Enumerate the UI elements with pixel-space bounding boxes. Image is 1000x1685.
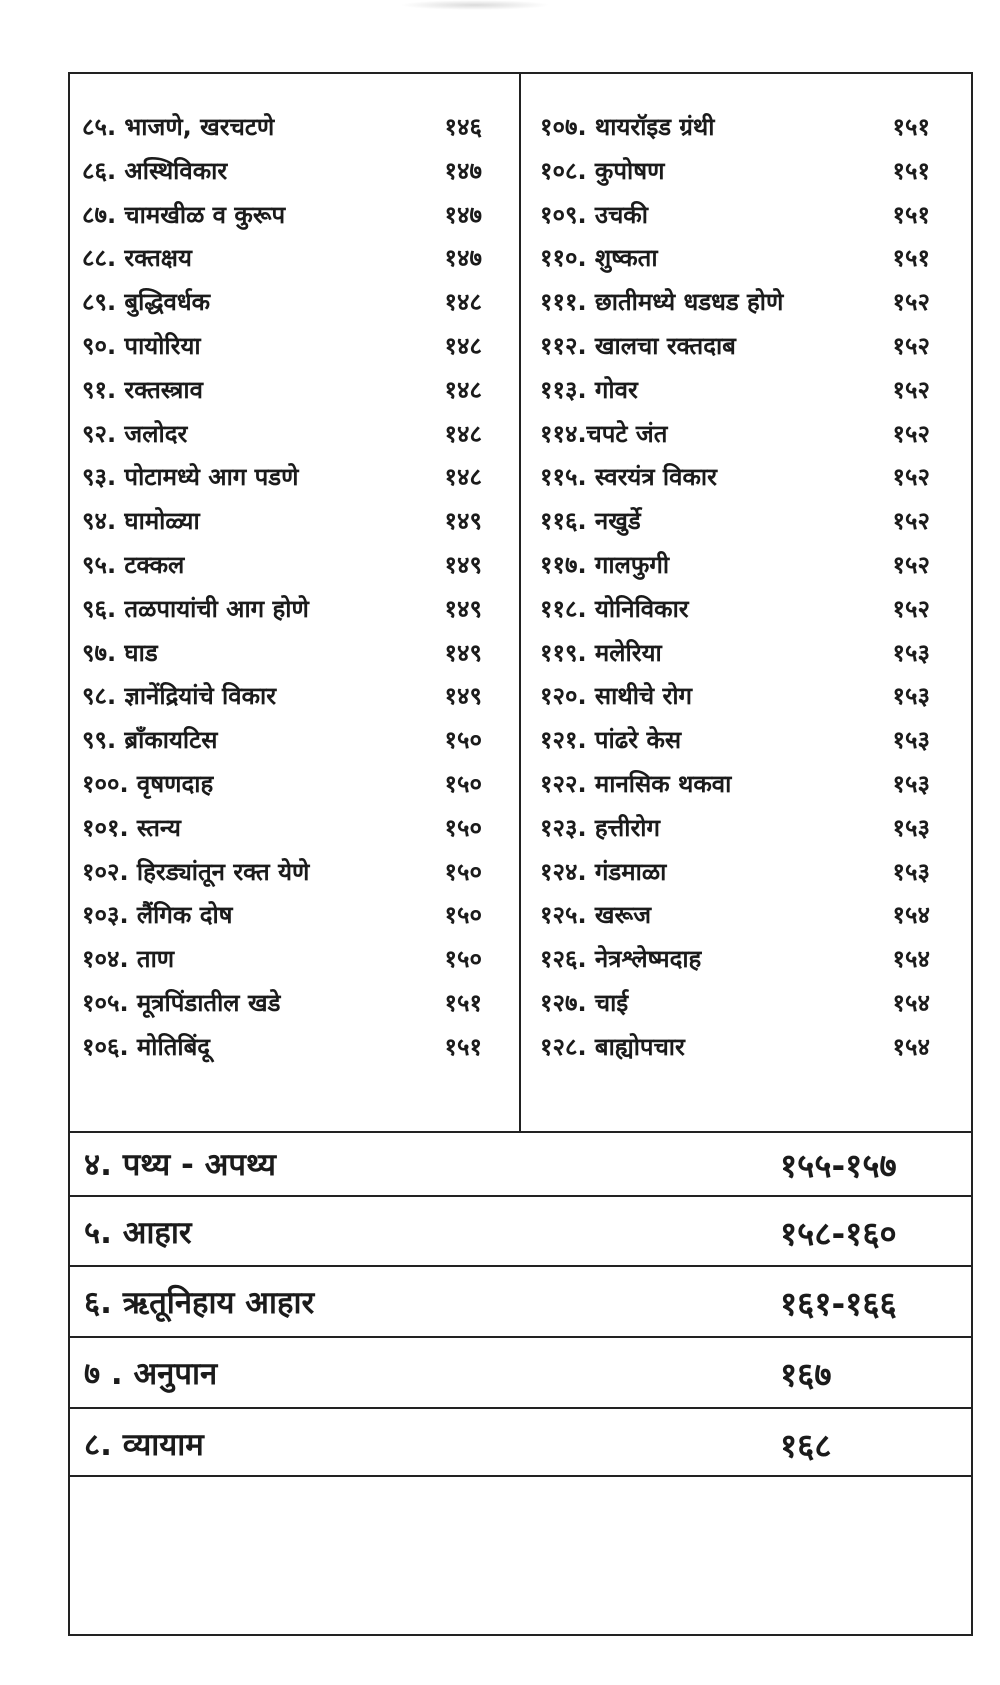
toc-entry-page: १५० xyxy=(444,945,482,974)
toc-entry xyxy=(82,894,482,938)
toc-entry-page: १४९ xyxy=(444,638,482,667)
toc-section-title: ५. आहार xyxy=(84,1215,192,1251)
toc-entry-title: १०९. उचकी xyxy=(540,200,648,229)
toc-entry-page: १४८ xyxy=(444,463,482,492)
toc-entry-title: १०५. मूत्रपिंडातील खडे xyxy=(82,988,281,1017)
toc-entry-title: १०२. हिरड्यांतून रक्त येणे xyxy=(82,857,310,886)
toc-entry-title: १०७. थायरॉइड ग्रंथी xyxy=(540,113,715,141)
toc-entry-title: १०३. लैंगिक दोष xyxy=(82,901,233,930)
toc-entry-title: ११९. मलेरिया xyxy=(540,638,662,667)
toc-entry-title: ९२. जलोदर xyxy=(82,419,188,448)
toc-entry-title: १२१. पांढरे केस xyxy=(540,726,682,755)
toc-entry-title: १०४. ताण xyxy=(82,945,175,974)
toc-entry xyxy=(82,456,482,500)
toc-entry xyxy=(82,150,482,194)
toc-entry xyxy=(82,325,482,369)
toc-entry xyxy=(540,413,930,457)
toc-entry xyxy=(82,281,482,325)
toc-entry xyxy=(82,807,482,851)
toc-entry xyxy=(540,500,930,544)
toc-entry xyxy=(540,237,930,281)
toc-entry-page: १५३ xyxy=(892,813,930,842)
toc-entry-page: १५२ xyxy=(892,288,930,317)
toc-entry-title: ८९. बुद्धिवर्धक xyxy=(82,288,211,317)
toc-section-page: १५८-१६० xyxy=(780,1214,897,1253)
toc-entry xyxy=(82,544,482,588)
toc-entry xyxy=(82,237,482,281)
toc-entry-title: ११२. खालचा रक्तदाब xyxy=(540,331,736,360)
toc-entry xyxy=(540,281,930,325)
toc-entry xyxy=(540,456,930,500)
contents-left-column xyxy=(82,106,482,1070)
toc-entry-page: १४८ xyxy=(444,375,482,404)
toc-entry xyxy=(82,1026,482,1070)
toc-entry-title: ९१. रक्तस्त्राव xyxy=(82,375,203,404)
toc-entry-page: १५२ xyxy=(892,419,930,448)
toc-entry xyxy=(82,632,482,676)
toc-entry xyxy=(540,982,930,1026)
toc-section-page: १६१-१६६ xyxy=(780,1284,897,1323)
toc-entry-title: ११६. नखुर्डे xyxy=(540,507,641,536)
toc-entry xyxy=(82,719,482,763)
toc-entry-title: १११. छातीमध्ये धडधड होणे xyxy=(540,288,784,317)
toc-entry xyxy=(540,544,930,588)
toc-entry-page: १५० xyxy=(444,769,482,798)
toc-entry-title: १२५. खरूज xyxy=(540,901,652,930)
toc-entry-page: १४७ xyxy=(444,200,482,229)
scan-smudge xyxy=(400,0,550,10)
toc-entry xyxy=(540,1026,930,1070)
toc-entry-page: १४७ xyxy=(444,244,482,273)
toc-entry-title: १२०. साथीचे रोग xyxy=(540,682,693,711)
toc-entry-title: ९९. ब्राँकायटिस xyxy=(82,726,218,755)
toc-entry-title: ११८. योनिविकार xyxy=(540,594,689,623)
toc-entry-title: ९०. पायोरिया xyxy=(82,331,201,360)
toc-entry-page: १५४ xyxy=(892,988,930,1017)
toc-entry-page: १४९ xyxy=(444,682,482,711)
toc-entry xyxy=(82,500,482,544)
toc-entry xyxy=(540,894,930,938)
toc-entry-page: १५२ xyxy=(892,463,930,492)
toc-entry-title: १२४. गंडमाळा xyxy=(540,857,667,886)
toc-entry xyxy=(82,982,482,1026)
toc-entry-page: १५३ xyxy=(892,769,930,798)
toc-entry-title: ८७. चामखीळ व कुरूप xyxy=(82,200,286,229)
toc-entry xyxy=(82,106,482,150)
toc-entry-title: ८५. भाजणे, खरचटणे xyxy=(82,113,275,141)
column-divider xyxy=(519,72,521,1132)
toc-entry-page: १४६ xyxy=(444,113,482,141)
toc-entry-title: १०६. मोतिबिंदू xyxy=(82,1032,211,1061)
toc-section-row xyxy=(68,1265,973,1336)
toc-entry-page: १५४ xyxy=(892,901,930,930)
toc-entry-title: ११७. गालफुगी xyxy=(540,550,670,579)
toc-entry-page: १५१ xyxy=(444,988,482,1017)
toc-entry-page: १५२ xyxy=(892,331,930,360)
toc-section-title: ४. पथ्य - अपथ्य xyxy=(84,1147,276,1183)
toc-entry-page: १५३ xyxy=(892,857,930,886)
toc-entry-page: १५० xyxy=(444,726,482,755)
toc-entry-page: १५३ xyxy=(892,682,930,711)
toc-entry-page: १४८ xyxy=(444,288,482,317)
toc-entry-title: १२३. हत्तीरोग xyxy=(540,813,661,842)
toc-entry xyxy=(82,369,482,413)
toc-entry xyxy=(540,851,930,895)
toc-entry xyxy=(540,632,930,676)
toc-entry xyxy=(540,325,930,369)
toc-entry xyxy=(540,194,930,238)
toc-entry xyxy=(82,851,482,895)
toc-entry xyxy=(540,938,930,982)
toc-entry-title: १२२. मानसिक थकवा xyxy=(540,769,732,798)
toc-entry-title: १००. वृषणदाह xyxy=(82,769,214,798)
toc-entry-page: १५२ xyxy=(892,550,930,579)
toc-entry-title: ११०. शुष्कता xyxy=(540,244,658,273)
toc-section-row xyxy=(68,1407,973,1477)
toc-entry-page: १५२ xyxy=(892,507,930,536)
toc-entry xyxy=(82,763,482,807)
toc-section-page: १६८ xyxy=(780,1426,832,1465)
toc-entry xyxy=(540,719,930,763)
toc-entry xyxy=(540,763,930,807)
toc-entry-title: १०८. कुपोषण xyxy=(540,156,665,185)
toc-entry-title: ८८. रक्तक्षय xyxy=(82,244,192,273)
toc-entry-page: १५० xyxy=(444,857,482,886)
toc-entry-title: ९३. पोटामध्ये आग पडणे xyxy=(82,463,299,492)
toc-entry-page: १५१ xyxy=(892,200,930,229)
toc-entry-page: १४७ xyxy=(444,156,482,185)
toc-entry-title: १२८. बाह्योपचार xyxy=(540,1032,685,1061)
toc-entry-page: १५१ xyxy=(892,113,930,141)
toc-entry xyxy=(82,938,482,982)
toc-entry-title: ८६. अस्थिविकार xyxy=(82,156,228,185)
toc-entry-title: ११३. गोवर xyxy=(540,375,638,404)
toc-entry xyxy=(540,369,930,413)
toc-entry-page: १४९ xyxy=(444,507,482,536)
toc-section-page: १६७ xyxy=(780,1355,832,1394)
toc-entry-title: ९८. ज्ञानेंद्रियांचे विकार xyxy=(82,682,277,711)
toc-entry-page: १५३ xyxy=(892,638,930,667)
toc-entry-title: ९४. घामोळ्या xyxy=(82,507,200,536)
toc-entry-page: १५१ xyxy=(892,156,930,185)
toc-entry xyxy=(82,675,482,719)
toc-entry-page: १५० xyxy=(444,901,482,930)
toc-entry xyxy=(540,807,930,851)
toc-entry-page: १५३ xyxy=(892,726,930,755)
toc-entry-title: १२७. चाई xyxy=(540,988,629,1017)
toc-entry-title: १२६. नेत्रश्लेष्मदाह xyxy=(540,945,702,974)
toc-entry xyxy=(540,106,930,150)
toc-entry-title: ९६. तळपायांची आग होणे xyxy=(82,594,309,623)
toc-entry-title: ११५. स्वरयंत्र विकार xyxy=(540,463,717,492)
toc-entry-page: १४९ xyxy=(444,594,482,623)
toc-entry-title: १०१. स्तन्य xyxy=(82,813,181,842)
toc-entry-page: १५१ xyxy=(892,244,930,273)
toc-entry-page: १५२ xyxy=(892,594,930,623)
toc-entry-page: १४८ xyxy=(444,331,482,360)
toc-entry-page: १४९ xyxy=(444,550,482,579)
toc-entry xyxy=(82,588,482,632)
toc-entry-page: १५४ xyxy=(892,945,930,974)
toc-entry xyxy=(540,675,930,719)
toc-entry-title: ११४.चपटे जंत xyxy=(540,419,668,448)
toc-section-row xyxy=(68,1131,973,1195)
toc-section-row xyxy=(68,1336,973,1407)
toc-entry xyxy=(540,150,930,194)
toc-entry-page: १५० xyxy=(444,813,482,842)
toc-entry-page: १५४ xyxy=(892,1032,930,1061)
toc-section-page: १५५-१५७ xyxy=(780,1146,897,1185)
contents-right-column xyxy=(540,106,930,1070)
toc-entry xyxy=(540,588,930,632)
toc-section-row xyxy=(68,1195,973,1265)
toc-section-title: ६. ऋतूनिहाय आहार xyxy=(84,1285,315,1321)
toc-section-title: ८. व्यायाम xyxy=(84,1427,204,1463)
toc-entry-page: १५१ xyxy=(444,1032,482,1061)
toc-entry-title: ९७. घाड xyxy=(82,638,158,667)
toc-entry-page: १५२ xyxy=(892,375,930,404)
toc-entry-title: ९५. टक्कल xyxy=(82,550,185,579)
toc-entry xyxy=(82,194,482,238)
toc-entry xyxy=(82,413,482,457)
toc-section-title: ७ . अनुपान xyxy=(84,1356,218,1392)
toc-entry-page: १४८ xyxy=(444,419,482,448)
